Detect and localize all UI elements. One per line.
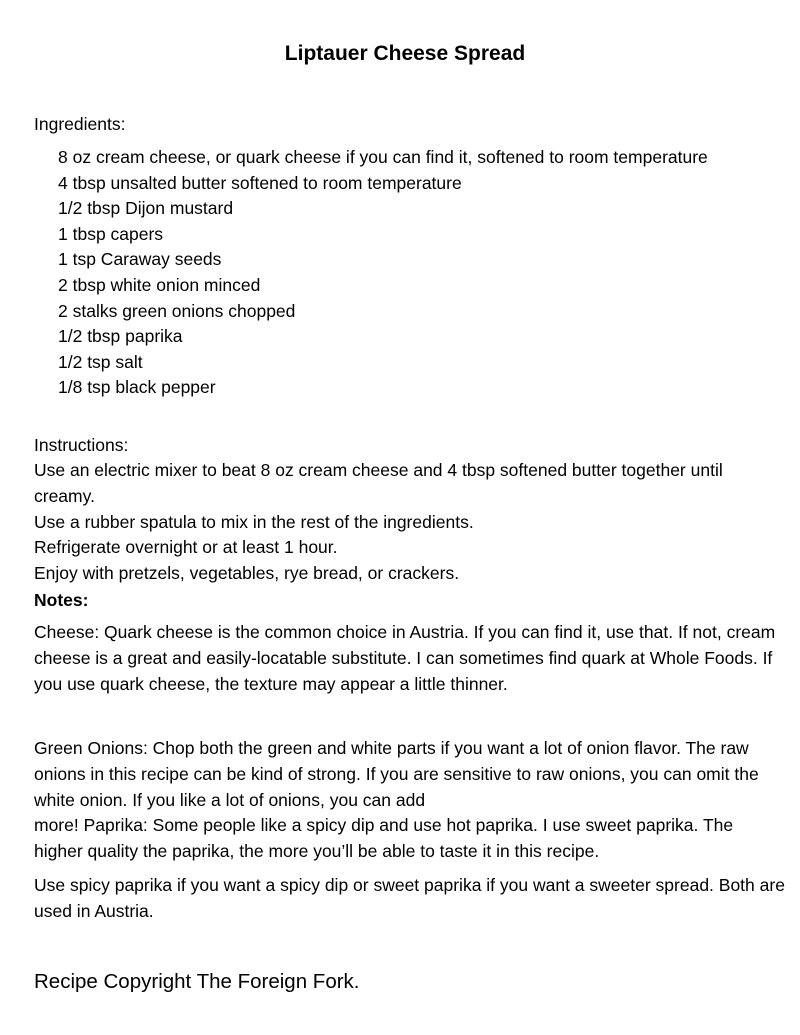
notes-heading: Notes: [34,590,89,610]
instructions-heading: Instructions: [34,435,129,455]
ingredient-item: 1 tbsp capers [58,223,164,244]
ingredient-item: 1 tsp Caraway seeds [58,249,222,270]
note-paprika: Use spicy paprika if you want a spicy dip or sweet paprika if you want a sweeter spread. Both are used in Austria. [34,875,785,921]
ingredient-item: 1/2 tbsp Dijon mustard [58,198,234,219]
note-paprika-text: more! Paprika: Some people like a spicy dip and use hot paprika. I use sweet paprika. The higher quality the paprika, the more you’ll be able to taste it in this recipe. [34,815,734,862]
note-cheese: Cheese: Quark cheese is the common choice in Austria. If you can find it, use that. If not, cream cheese is a great and easily-locatable substitute. I can sometimes find quark at Whole Foods. If you use quark cheese, the texture may appear a little thinner. [34,622,776,694]
instruction-step: Refrigerate overnight or at least 1 hour. [34,537,338,558]
instruction-step: Use a rubber spatula to mix in the rest of the ingredients. [34,511,474,532]
ingredient-item: 2 tbsp white onion minced [58,274,261,295]
copyright-notice: Recipe Copyright The Foreign Fork. [34,970,360,993]
ingredient-item: 8 oz cream cheese, or quark cheese if you can find it, softened to room temperature [58,147,708,167]
note-green-onions [34,736,784,865]
ingredients-list [58,145,708,401]
instruction-step: Use an electric mixer to beat 8 oz cream cheese and 4 tbsp softened butter together until creamy. [34,460,723,506]
instruction-step: Enjoy with pretzels, vegetables, rye bread, or crackers. [34,563,460,584]
note-green-onions-text: Green Onions: Chop both the green and white parts if you want a lot of onion flavor. The raw onions in this recipe can be kind of strong. If you are sensitive to raw onions, you can omit the white onion. If you like a lot of onions, you can add [34,738,759,810]
ingredient-item: 2 stalks green onions chopped [58,300,296,321]
recipe-title: Liptauer Cheese Spread [284,42,526,65]
ingredients-heading: Ingredients: [34,114,126,134]
ingredient-item: 1/8 tsp black pepper [58,377,216,398]
instructions-list [34,458,764,587]
ingredient-item: 1/2 tbsp paprika [58,326,183,347]
ingredient-item: 4 tbsp unsalted butter softened to room temperature [58,172,462,193]
ingredient-item: 1/2 tsp salt [58,351,143,372]
